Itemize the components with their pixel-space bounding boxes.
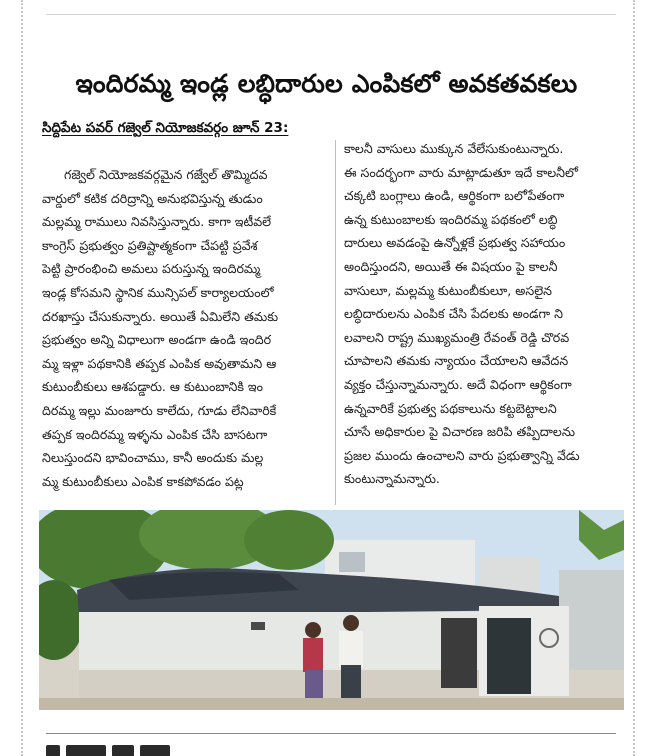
article-line: మ్మ ఇళ్లా పథకానికి తప్పక ఎంపిక అవుతామని ఆ xyxy=(42,355,277,371)
article-line: నిలుస్తుందని భావించాము, కానీ అందుకు మల్ల xyxy=(42,450,264,466)
article-line: దిరమ్మ ఇల్లు మంజూరు కాలేదు, గూడు లేనివారికే xyxy=(42,402,277,418)
article-line: ఈ సందర్భంగా వారు మాట్లాడుతూ ఇదే కాలనీలో xyxy=(344,164,578,180)
article-line: ప్రభుత్వం అన్ని విధాలుగా అండగా ఉండి ఇందిర xyxy=(42,332,272,348)
page-edge-right xyxy=(633,0,635,756)
article-line: ఉన్నవారికే ప్రభుత్వ పథకాలును కట్టబెట్టాలని xyxy=(344,400,557,416)
column-divider xyxy=(335,140,336,505)
article-line: దారులు అవడంపై ఉన్నోళ్లకే ప్రభుత్వ సహాయం xyxy=(344,235,566,251)
news-photo xyxy=(39,510,624,710)
article-line: అందిస్తుందని, అయితే ఈ విషయం పై కాలనీ xyxy=(344,258,558,274)
article-line: చూసే అధికారుల పై విచారణ జరిపి తప్పిదాలను xyxy=(344,424,576,440)
article-column-left xyxy=(42,163,328,493)
article-line: కాంగ్రెస్ ప్రభుత్వం ప్రతిష్టాత్మకంగా చేపట్టి ప్రవేశ xyxy=(42,237,258,253)
article-line: చూపాలని తమకు న్యాయం చేయాలని ఆవేదన xyxy=(344,353,569,369)
article-headline: ఇందిరమ్మ ఇండ్ల లబ్ధిదారుల ఎంపికలో అవకతవకలు xyxy=(75,68,578,98)
article-line: లవాలని రాష్ట్ర ముఖ్యమంత్రి రేవంత్ రెడ్డి చొరవ xyxy=(344,329,570,345)
article-line: ప్రజల ముందు ఉంచాలని వారు ప్రభుత్వాన్ని వేడు xyxy=(344,447,580,463)
article-line: కాలనీ వాసులు ముక్కున వేలేసుకుంటున్నారు. xyxy=(344,141,564,156)
article-line: పెట్టి ప్రారంభించి అమలు పరుస్తున్న ఇందిరమ్మ xyxy=(42,261,261,277)
article-line: మల్లమ్మ రాములు నివసిస్తున్నారు. కాగా ఇటీవలే xyxy=(42,214,272,230)
article-column-right xyxy=(344,137,627,491)
article-line: దరఖాస్తు చేసుకున్నారు. అయితే ఏమిలేని తమకు xyxy=(42,308,279,324)
article-line: కుంటున్నామన్నారు. xyxy=(344,471,440,487)
article-line: ఇండ్ల కోసమని స్థానిక మున్సిపల్ కార్యాలయంలో xyxy=(42,284,274,300)
article-line: తప్పక ఇందిరమ్మ ఇళ్ళను ఎంపిక చేసి బాసటగా xyxy=(42,426,268,442)
article-line: వాసులూ, మల్లమ్మ కుటుంబీకులూ, అసలైన xyxy=(344,282,552,298)
next-article-fragment xyxy=(46,742,606,756)
dateline: సిద్దిపేట పవర్ గజ్వెల్ నియోజకవర్గం జూన్ 23: xyxy=(42,120,289,136)
top-divider xyxy=(46,14,616,15)
photo-house-couple-icon xyxy=(39,510,624,710)
article-line: వార్డులో కటిక దరిద్రాన్ని అనుభవిస్తున్న తుడుం xyxy=(42,190,263,206)
article-line: మ్మ కుటుంబీకులు ఎంపిక కాకపోవడం పట్ల xyxy=(42,473,244,489)
article-line: వ్యక్తం చేస్తున్నామన్నారు. అదే విధంగా ఆర్థికంగా xyxy=(344,376,572,392)
page-edge-left xyxy=(21,0,23,756)
article-line: ఉన్న కుటుంబాలకు ఇందిరమ్మ పథకంలో లబ్ధి xyxy=(344,211,558,227)
bottom-divider xyxy=(46,733,616,734)
article-line: లబ్ధిదారులను ఎంపిక చేసి పేదలకు అండగా ని xyxy=(344,306,563,322)
article-line: కుటుంబీకులు ఆశపడ్డారు. ఆ కుటుంబానికి ఇం xyxy=(42,379,263,395)
article-line: చక్కటి బంగ్లాలు ఉండి, ఆర్థికంగా బలోపేతంగా xyxy=(344,188,565,204)
article-line: గజ్వెల్ నియోజకవర్గమైన గజ్వేల్ తొమ్మిదవ xyxy=(64,167,268,182)
